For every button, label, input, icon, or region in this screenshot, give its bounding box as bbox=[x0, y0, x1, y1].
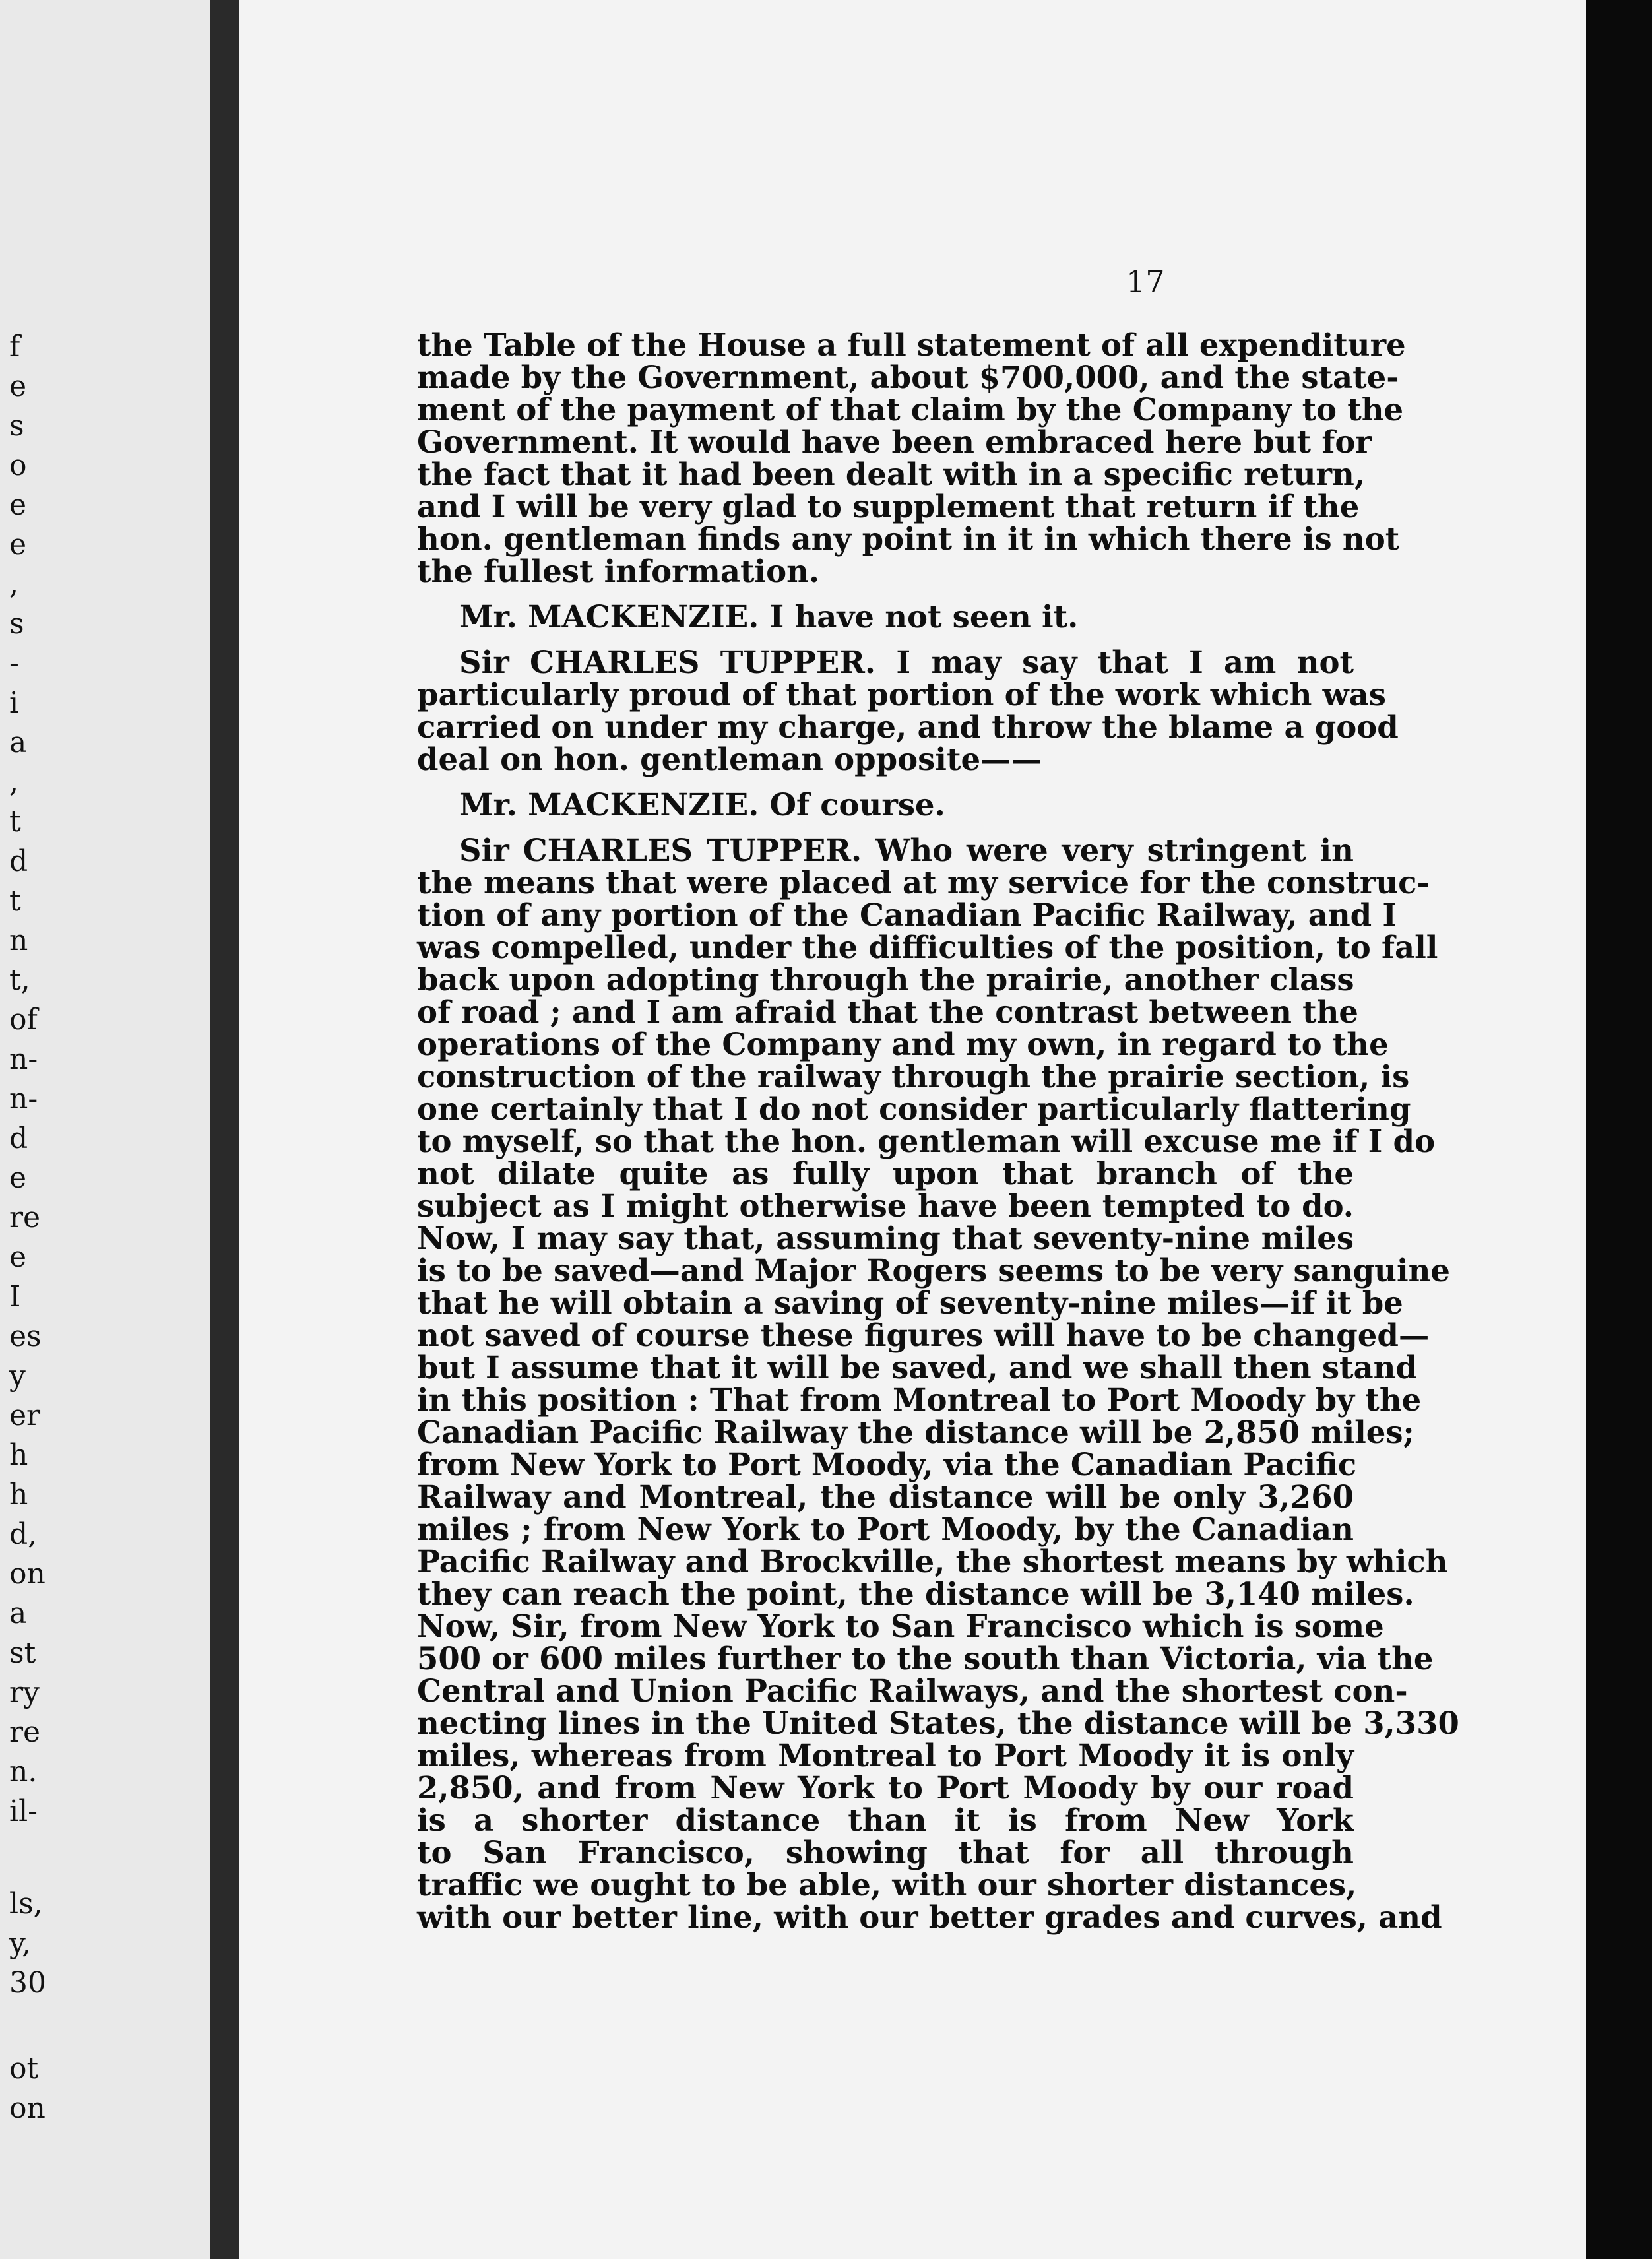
text-line: and I will be very glad to supplement that return if the bbox=[417, 488, 1360, 525]
facing-page-fragment: ot bbox=[9, 2052, 39, 2085]
facing-page-fragment: 30 bbox=[9, 1966, 46, 2000]
text-line: from New York to Port Moody, via the Canadian Pacific bbox=[417, 1446, 1357, 1482]
text-line: Central and Union Pacific Railways, and the shortest con- bbox=[417, 1672, 1408, 1709]
text-line: that he will obtain a saving of seventy-nine miles—if it be bbox=[417, 1285, 1403, 1321]
facing-page-fragment: s bbox=[9, 607, 24, 641]
facing-page-fragment: y, bbox=[9, 1926, 31, 1960]
facing-page-fragment: on bbox=[9, 2091, 46, 2125]
text-line: construction of the railway through the prairie section, is bbox=[417, 1058, 1410, 1095]
text-line: not dilate quite as fully upon that branch of the bbox=[417, 1155, 1354, 1192]
facing-page-fragment: - bbox=[9, 647, 19, 680]
facing-page-fragment: e bbox=[9, 488, 27, 522]
speaker-line: Sir CHARLES TUPPER. Who were very stringent in bbox=[459, 832, 1354, 868]
facing-page-fragment: I bbox=[9, 1280, 21, 1314]
speaker-line: Sir CHARLES TUPPER. I may say that I am not bbox=[459, 644, 1354, 680]
facing-page-fragment: st bbox=[9, 1636, 36, 1670]
text-line: to San Francisco, showing that for all through bbox=[417, 1834, 1354, 1870]
text-line: is a shorter distance than it is from New York bbox=[417, 1802, 1354, 1838]
text-line: 2,850, and from New York to Port Moody by our road bbox=[417, 1769, 1354, 1806]
facing-page-fragment: d bbox=[9, 1122, 28, 1155]
text-line: of road ; and I am afraid that the contrast between the bbox=[417, 994, 1359, 1030]
speaker-line: Mr. MACKENZIE. I have not seen it. bbox=[459, 598, 1079, 635]
page-number: 17 bbox=[1126, 264, 1165, 300]
text-line: operations of the Company and my own, in regard to the bbox=[417, 1026, 1389, 1062]
facing-page-fragment: of bbox=[9, 1003, 38, 1036]
text-line: traffic we ought to be able, with our shorter distances, bbox=[417, 1866, 1357, 1903]
facing-page-fragment: h bbox=[9, 1438, 28, 1472]
facing-page-fragment: d bbox=[9, 844, 28, 878]
text-line: one certainly that I do not consider particularly flattering bbox=[417, 1091, 1411, 1127]
facing-page-fragment: n- bbox=[9, 1082, 38, 1116]
facing-page-fragment: on bbox=[9, 1557, 46, 1591]
text-line: Government. It would have been embraced here but for bbox=[417, 424, 1372, 460]
facing-page-fragment: s bbox=[9, 409, 24, 443]
text-line: Railway and Montreal, the distance will be only 3,260 bbox=[417, 1479, 1354, 1515]
facing-page-fragment: h bbox=[9, 1478, 28, 1511]
body-text bbox=[417, 327, 1459, 1935]
text-line: not saved of course these figures will have to be changed— bbox=[417, 1317, 1430, 1353]
facing-page-fragment: o bbox=[9, 449, 27, 482]
facing-page-fragment: f bbox=[9, 330, 20, 364]
text-line: tion of any portion of the Canadian Pacific Railway, and I bbox=[417, 897, 1397, 933]
text-line: the fullest information. bbox=[417, 553, 820, 589]
text-line: deal on hon. gentleman opposite—— bbox=[417, 741, 1042, 777]
facing-page-fragment: e bbox=[9, 369, 27, 403]
text-line: Canadian Pacific Railway the distance will be 2,850 miles; bbox=[417, 1414, 1414, 1450]
text-line: made by the Government, about $700,000, and the state- bbox=[417, 359, 1399, 395]
text-line: the fact that it had been dealt with in a specific return, bbox=[417, 456, 1366, 492]
facing-page-fragment: e bbox=[9, 1161, 27, 1195]
text-line: to myself, so that the hon. gentleman will excuse me if I do bbox=[417, 1123, 1436, 1159]
facing-page-fragment: n bbox=[9, 924, 28, 957]
facing-page-text-fragments bbox=[0, 0, 210, 2259]
text-line: miles, whereas from Montreal to Port Moody it is only bbox=[417, 1737, 1354, 1773]
facing-page-edge bbox=[0, 0, 210, 2259]
text-line: carried on under my charge, and throw the blame a good bbox=[417, 709, 1399, 745]
facing-page-fragment: il- bbox=[9, 1795, 38, 1828]
text-line: they can reach the point, the distance will be 3,140 miles. bbox=[417, 1575, 1414, 1612]
text-line: subject as I might otherwise have been tempted to do. bbox=[417, 1188, 1354, 1224]
facing-page-fragment: , bbox=[9, 765, 18, 799]
facing-page-fragment: t, bbox=[9, 963, 30, 997]
text-line: the Table of the House a full statement of all expenditure bbox=[417, 327, 1406, 363]
facing-page-fragment: i bbox=[9, 686, 19, 720]
facing-page-fragment: er bbox=[9, 1399, 41, 1432]
text-line: is to be saved—and Major Rogers seems to be very sanguine bbox=[417, 1252, 1451, 1289]
text-line: particularly proud of that portion of the work which was bbox=[417, 676, 1386, 713]
facing-page-fragment: y bbox=[9, 1359, 26, 1393]
facing-page-fragment: a bbox=[9, 1597, 27, 1630]
facing-page-fragment: , bbox=[9, 567, 18, 601]
book-binding-shadow bbox=[210, 0, 239, 2259]
facing-page-fragment: n- bbox=[9, 1042, 38, 1076]
facing-page-fragment: t bbox=[9, 884, 21, 918]
text-line: Now, Sir, from New York to San Francisco which is some bbox=[417, 1608, 1384, 1644]
text-line: hon. gentleman finds any point in it in which there is not bbox=[417, 521, 1400, 557]
text-line: miles ; from New York to Port Moody, by the Canadian bbox=[417, 1511, 1354, 1547]
facing-page-fragment: e bbox=[9, 1240, 27, 1274]
text-line: ment of the payment of that claim by the Company to the bbox=[417, 391, 1404, 428]
facing-page-fragment: re bbox=[9, 1201, 41, 1234]
text-line: in this position : That from Montreal to Port Moody by the bbox=[417, 1382, 1422, 1418]
text-line: 500 or 600 miles further to the south than Victoria, via the bbox=[417, 1640, 1434, 1676]
facing-page-fragment: ry bbox=[9, 1676, 40, 1709]
text-line: was compelled, under the difficulties of the position, to fall bbox=[417, 929, 1438, 965]
facing-page-fragment: re bbox=[9, 1715, 41, 1749]
facing-page-fragment: ls, bbox=[9, 1887, 43, 1921]
facing-page-fragment: a bbox=[9, 726, 27, 759]
facing-page-fragment: t bbox=[9, 805, 21, 839]
text-line: with our better line, with our better grades and curves, and bbox=[417, 1899, 1442, 1935]
text-line: back upon adopting through the prairie, another class bbox=[417, 961, 1354, 998]
text-line: Now, I may say that, assuming that seventy-nine miles bbox=[417, 1220, 1354, 1256]
speaker-line: Mr. MACKENZIE. Of course. bbox=[459, 786, 945, 823]
facing-page-fragment: es bbox=[9, 1320, 42, 1353]
facing-page-fragment: e bbox=[9, 528, 27, 561]
text-line: Pacific Railway and Brockville, the shortest means by which bbox=[417, 1543, 1448, 1579]
text-line: but I assume that it will be saved, and we shall then stand bbox=[417, 1349, 1417, 1385]
text-line: the means that were placed at my service for the construc- bbox=[417, 864, 1430, 901]
facing-page-fragment: n. bbox=[9, 1755, 38, 1789]
facing-page-fragment: d, bbox=[9, 1517, 38, 1551]
text-line: necting lines in the United States, the distance will be 3,330 bbox=[417, 1705, 1459, 1741]
